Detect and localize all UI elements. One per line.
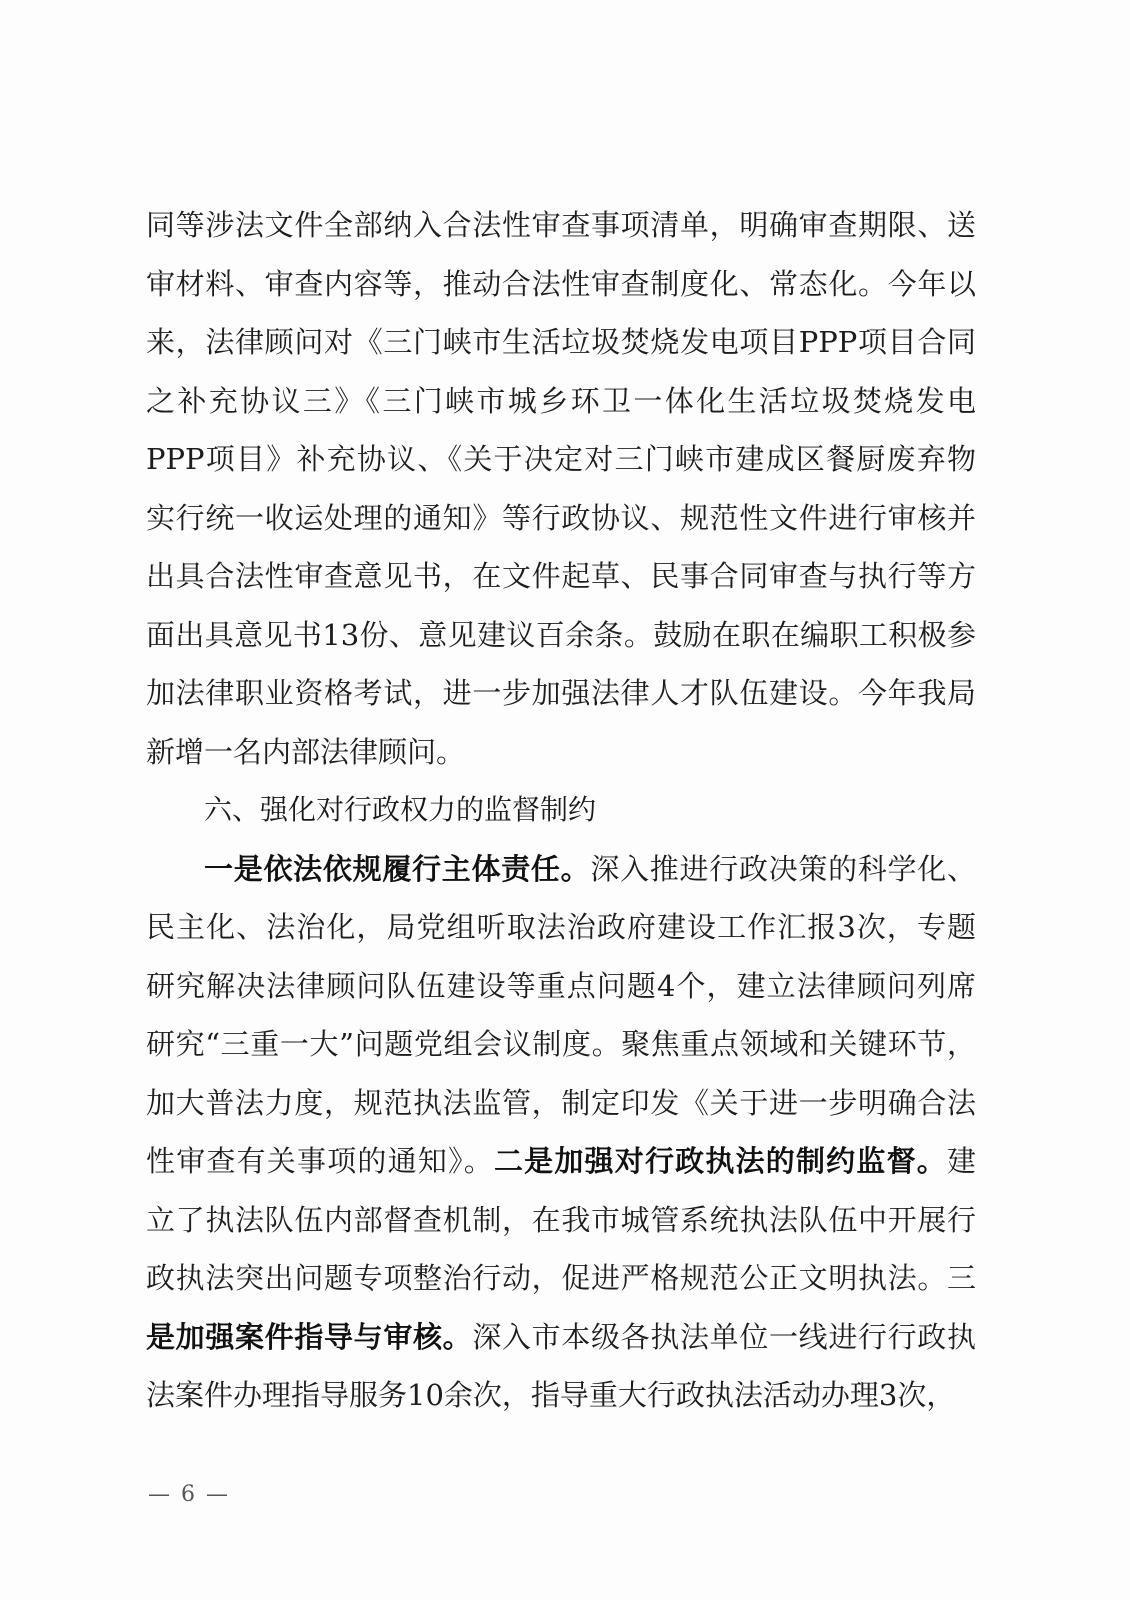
section-line-4: 研究“三重一大”问题党组会议制度。聚焦重点领域和关键环节， <box>146 1027 976 1061</box>
page-number: — 6 — <box>148 1482 230 1507</box>
section-line-1 <box>146 840 976 899</box>
section-line-1-text: 深入推进行政决策的科学化、 <box>590 851 976 886</box>
section-line-6-rest: 建 <box>946 1144 976 1178</box>
section-line-2: 民主化、法治化，局党组听取法治政府建设工作汇报3次，专题 <box>146 910 976 944</box>
section-line-6-text: 性审查有关事项的通知》。 <box>146 1144 494 1178</box>
body-line-1: 同等涉法文件全部纳入合法性审查事项清单，明确审查期限、送 <box>146 208 976 242</box>
body-line-6: 实行统一收运处理的通知》等行政协议、规范性文件进行审核并 <box>146 500 976 535</box>
body-line-7: 出具合法性审查意见书，在文件起草、民事合同审查与执行等方 <box>146 559 976 593</box>
body-line-3: 来，法律顾问对《三门峡市生活垃圾焚烧发电项目PPP项目合同 <box>146 325 976 359</box>
body-line-5: PPP项目》补充协议、《关于决定对三门峡市建成区餐厨废弃物 <box>146 442 976 476</box>
section-line-8: 政执法突出问题专项整治行动，促进严格规范公正文明执法。三 <box>146 1261 976 1295</box>
point-two-title: 二是加强对行政执法的制约监督。 <box>493 1144 947 1178</box>
body-line-2: 审材料、审查内容等，推动合法性审查制度化、常态化。今年以 <box>146 266 976 301</box>
body-line-9: 加法律职业资格考试，进一步加强法律人才队伍建设。今年我局 <box>146 676 976 710</box>
point-one-title: 一是依法依规履行主体责任。 <box>204 851 591 886</box>
section-line-3: 研究解决法律顾问队伍建设等重点问题4个，建立法律顾问列席 <box>146 968 976 1003</box>
section-line-9-text: 深入市本级各执法单位一线进行行政执 <box>472 1319 976 1354</box>
document-body <box>146 196 976 1425</box>
section-line-7: 立了执法队伍内部督查机制，在我市城管系统执法队伍中开展行 <box>146 1202 976 1237</box>
section-heading: 六、强化对行政权力的监督制约 <box>204 793 597 826</box>
section-line-6 <box>146 1132 976 1191</box>
body-line-8: 面出具意见书13份、意见建议百余条。鼓励在职在编职工积极参 <box>146 617 976 652</box>
section-line-9 <box>146 1308 976 1367</box>
point-three-title: 是加强案件指导与审核。 <box>146 1319 473 1354</box>
body-line-4: 之补充协议三》《三门峡市城乡环卫一体化生活垃圾焚烧发电 <box>146 383 976 418</box>
section-line-5: 加大普法力度，规范执法监管，制定印发《关于进一步明确合法 <box>146 1085 976 1120</box>
section-line-10: 法案件办理指导服务10余次，指导重大行政执法活动办理3次， <box>146 1378 956 1412</box>
body-line-10: 新增一名内部法律顾问。 <box>146 734 466 769</box>
